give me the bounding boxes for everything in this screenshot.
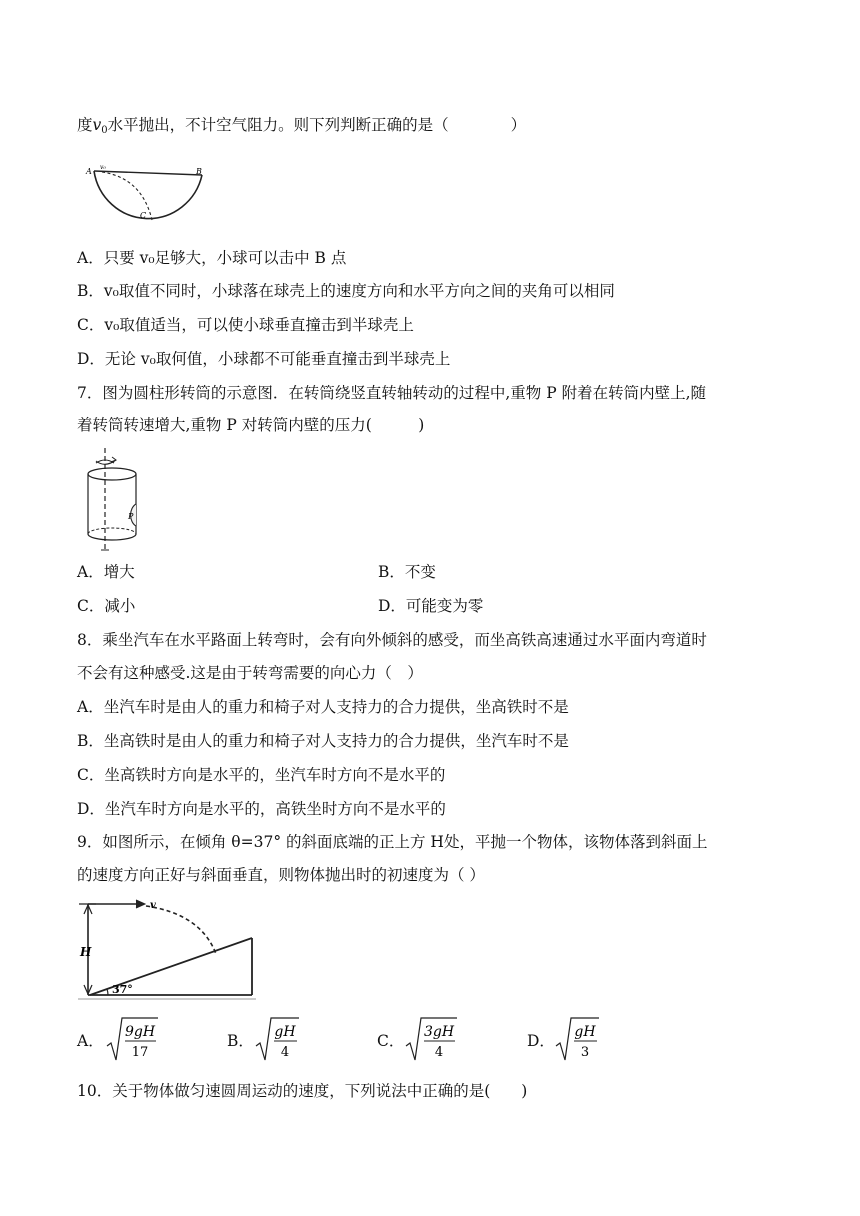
label-a: A — [86, 167, 92, 176]
q10-stem: 10．关于物体做匀速圆周运动的速度，下列说法中正确的是( ) — [77, 1082, 528, 1100]
label-b: B — [196, 167, 202, 176]
q6-hemisphere-figure — [84, 162, 210, 232]
svg-text:gH: gH — [574, 1024, 596, 1040]
label-v0: v₀ — [100, 164, 106, 171]
svg-text:17: 17 — [131, 1045, 149, 1060]
q9-stem-line2: 的速度方向正好与斜面垂直，则物体抛出时的初速度为（ ） — [77, 866, 485, 884]
q7-stem-line2: 着转筒转速增大,重物 P 对转筒内壁的压力( ) — [77, 416, 425, 434]
q9-option-a-radical — [106, 1016, 158, 1064]
q7-option-b: B．不变 — [378, 563, 436, 581]
q6-option-c: C．v₀取值适当，可以使小球垂直撞击到半球壳上 — [77, 316, 414, 334]
q7-stem-line1: 7．图为圆柱形转筒的示意图．在转筒绕竖直转轴转动的过程中,重物 P 附着在转筒内壁上,随 — [77, 384, 707, 402]
q6-option-a: A．只要 v₀足够大，小球可以击中 B 点 — [77, 249, 347, 267]
q7-cylinder-figure — [84, 446, 146, 556]
q9-option-b-radical — [255, 1016, 299, 1064]
q9-option-c-radical — [405, 1016, 457, 1064]
q9-option-d-label: D． — [527, 1032, 555, 1050]
svg-text:gH: gH — [274, 1024, 296, 1040]
q8-stem-line1: 8．乘坐汽车在水平路面上转弯时，会有向外倾斜的感受，而坐高铁高速通过水平面内弯道时 — [77, 631, 707, 649]
label-v: v — [150, 900, 156, 911]
q6-option-b: B．v₀取值不同时，小球落在球壳上的速度方向和水平方向之间的夹角可以相同 — [77, 282, 615, 300]
q7-option-c: C．减小 — [77, 597, 136, 615]
svg-text:3gH: 3gH — [423, 1024, 455, 1040]
q9-option-b-label: B． — [227, 1032, 254, 1050]
q7-option-d: D．可能变为零 — [378, 597, 484, 615]
q9-option-d-radical — [555, 1016, 599, 1064]
q9-option-a-label: A． — [77, 1032, 104, 1050]
svg-text:3: 3 — [580, 1045, 590, 1060]
q6-stem: 度$v_0$水平抛出，不计空气阻力。则下列判断正确的是（ ） — [77, 116, 527, 136]
q8-option-b: B．坐高铁时是由人的重力和椅子对人支持力的合力提供，坐汽车时不是 — [77, 732, 569, 750]
label-p: P — [128, 512, 134, 521]
label-angle: 37° — [112, 983, 133, 996]
label-c: C — [140, 211, 147, 220]
q7-option-a: A．增大 — [77, 563, 135, 581]
svg-text:4: 4 — [434, 1045, 444, 1060]
q8-option-a: A．坐汽车时是由人的重力和椅子对人支持力的合力提供，坐高铁时不是 — [77, 698, 569, 716]
q9-option-c-label: C． — [377, 1032, 405, 1050]
svg-text:9gH: 9gH — [124, 1024, 156, 1040]
q9-stem-line1: 9．如图所示，在倾角 θ=37° 的斜面底端的正上方 H处，平抛一个物体，该物体落到斜面上 — [77, 833, 708, 851]
q8-option-d: D．坐汽车时方向是水平的，高铁坐时方向不是水平的 — [77, 800, 446, 818]
q8-stem-line2: 不会有这种感受.这是由于转弯需要的向心力（ ） — [77, 664, 423, 682]
q9-incline-figure — [76, 896, 258, 1004]
label-h: H — [80, 945, 92, 959]
q6-option-d: D．无论 v₀取何值，小球都不可能垂直撞击到半球壳上 — [77, 350, 451, 368]
q8-option-c: C．坐高铁时方向是水平的，坐汽车时方向不是水平的 — [77, 766, 446, 784]
svg-text:4: 4 — [280, 1045, 290, 1060]
